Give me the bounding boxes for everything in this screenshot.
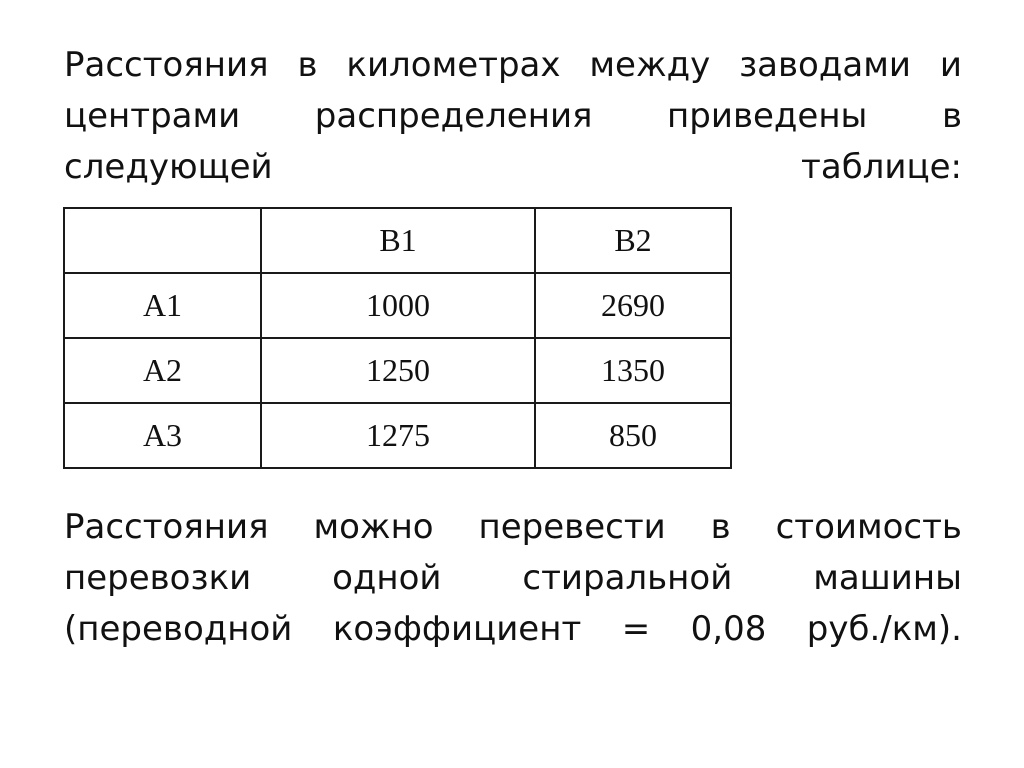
word: = (621, 609, 651, 649)
word: стиральной (522, 558, 733, 598)
word: в (297, 45, 318, 85)
word: между (589, 45, 711, 85)
word: заводами (739, 45, 911, 85)
word: 0,08 (690, 609, 767, 649)
outro-paragraph (64, 502, 962, 655)
word: центрами (64, 96, 241, 136)
word: Расстояния (64, 507, 269, 547)
word: можно (313, 507, 434, 547)
word: в (710, 507, 731, 547)
table-cell: 1350 (535, 338, 731, 403)
outro-line-2 (64, 553, 962, 604)
outro-line-1 (64, 502, 962, 553)
outro-line-3 (64, 604, 962, 655)
word: коэффициент (332, 609, 582, 649)
intro-line-3 (64, 142, 962, 193)
word: одной (332, 558, 442, 598)
row-header-a1: А1 (64, 273, 261, 338)
word: таблице: (801, 147, 962, 187)
word: приведены (667, 96, 868, 136)
column-header-b1: В1 (261, 208, 535, 273)
table-cell: 850 (535, 403, 731, 468)
word: километрах (346, 45, 561, 85)
word: следующей (64, 147, 273, 187)
distance-table (63, 207, 732, 469)
word: стоимость (775, 507, 962, 547)
row-header-a2: А2 (64, 338, 261, 403)
table-cell: 2690 (535, 273, 731, 338)
word: в (941, 96, 962, 136)
intro-line-1 (64, 40, 962, 91)
word: распределения (314, 96, 593, 136)
table-cell: 1275 (261, 403, 535, 468)
word: перевозки (64, 558, 252, 598)
word: (переводной (64, 609, 293, 649)
column-header-b2: В2 (535, 208, 731, 273)
table-row (64, 338, 731, 403)
table-cell: 1250 (261, 338, 535, 403)
intro-line-2 (64, 91, 962, 142)
table-row (64, 273, 731, 338)
word: Расстояния (64, 45, 269, 85)
table-header-row (64, 208, 731, 273)
word: и (939, 45, 962, 85)
row-header-a3: А3 (64, 403, 261, 468)
intro-paragraph (64, 40, 962, 193)
table-cell: 1000 (261, 273, 535, 338)
word: машины (813, 558, 962, 598)
table-row (64, 403, 731, 468)
word: перевести (478, 507, 666, 547)
word: руб./км). (806, 609, 962, 649)
table-corner-cell (64, 208, 261, 273)
